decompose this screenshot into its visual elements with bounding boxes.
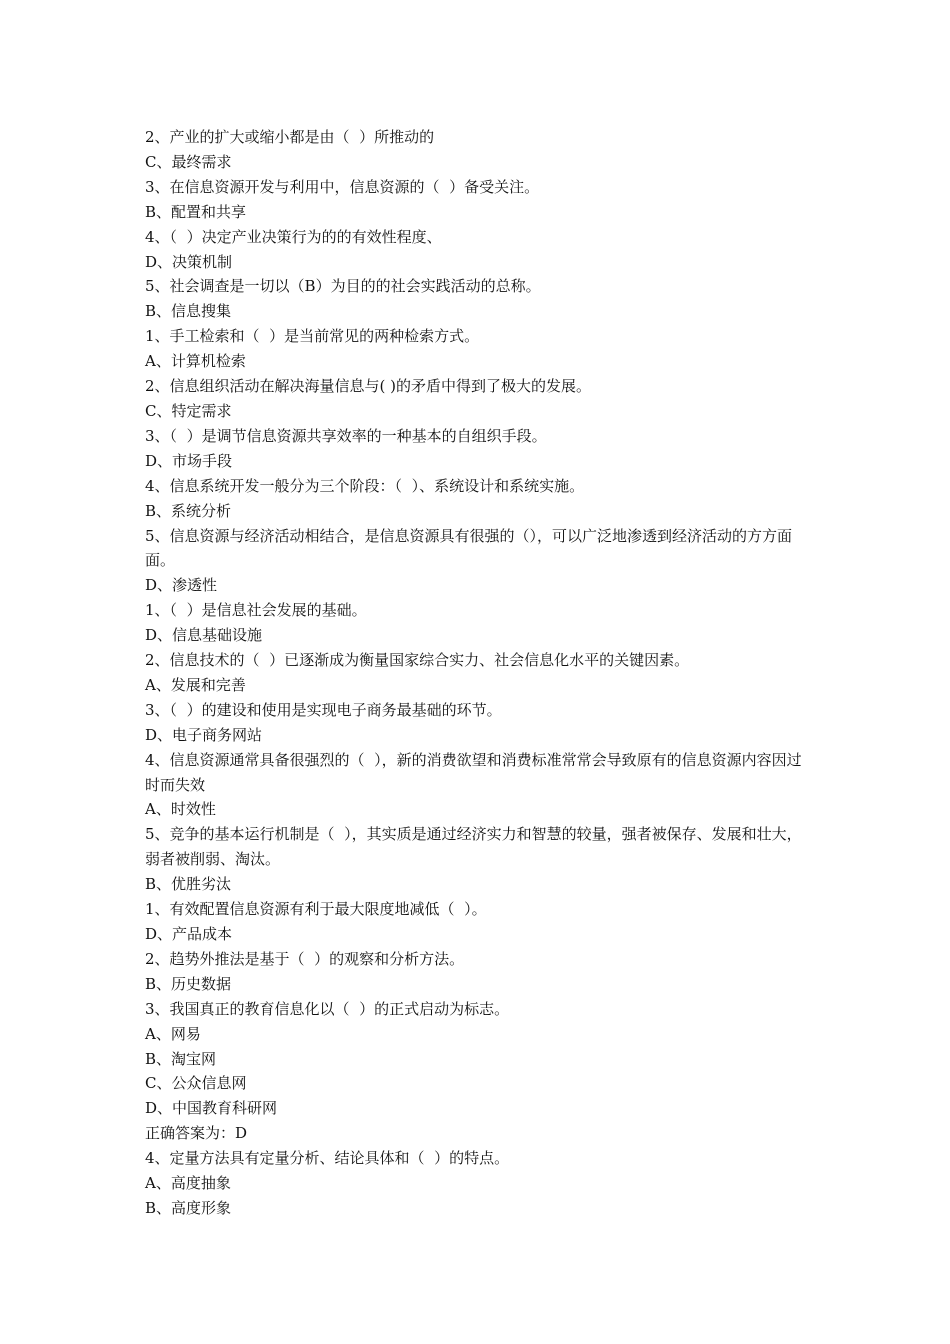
answer-option: B、历史数据 <box>145 974 232 993</box>
answer-option: D、电子商务网站 <box>145 725 263 744</box>
answer-option: C、公众信息网 <box>145 1074 247 1093</box>
answer-option: A、时效性 <box>145 800 216 819</box>
question-text: 1、（ ）是信息社会发展的基础。 <box>145 601 367 620</box>
document-page <box>145 125 810 1221</box>
answer-option: B、淘宝网 <box>145 1049 217 1068</box>
question-text: 3、在信息资源开发与利用中，信息资源的（ ）备受关注。 <box>145 177 540 196</box>
question-text: 2、趋势外推法是基于（ ）的观察和分析方法。 <box>145 949 465 968</box>
answer-option: B、优胜劣汰 <box>145 875 232 894</box>
answer-option: B、系统分析 <box>145 501 232 520</box>
answer-option: A、计算机检索 <box>145 352 246 371</box>
answer-option: C、特定需求 <box>145 401 232 420</box>
question-text: 4、定量方法具有定量分析、结论具体和（ ）的特点。 <box>145 1149 510 1168</box>
answer-option: D、中国教育科研网 <box>145 1099 278 1118</box>
answer-option: A、高度抽象 <box>145 1174 231 1193</box>
question-text: 1、有效配置信息资源有利于最大限度地减低（ ）。 <box>145 900 487 919</box>
question-text: 5、信息资源与经济活动相结合，是信息资源具有很强的（），可以广泛地渗透到经济活动的方方面面。 <box>145 526 793 570</box>
answer-option: D、决策机制 <box>145 252 233 271</box>
question-text: 3、（ ）是调节信息资源共享效率的一种基本的自组织手段。 <box>145 426 547 445</box>
question-text: 4、信息系统开发一般分为三个阶段：（ ）、系统设计和系统实施。 <box>145 476 585 495</box>
question-text: 3、我国真正的教育信息化以（ ）的正式启动为标志。 <box>145 999 510 1018</box>
question-text: 2、产业的扩大或缩小都是由（ ）所推动的 <box>145 128 435 146</box>
question-text: 1、手工检索和（ ）是当前常见的两种检索方式。 <box>145 327 480 346</box>
question-text: 5、竞争的基本运行机制是（ ），其实质是通过经济实力和智慧的较量，强者被保存、发展和壮大，弱者被削弱、淘汰。 <box>145 825 802 869</box>
answer-option: D、产品成本 <box>145 925 233 943</box>
answer-option: B、信息搜集 <box>145 302 232 321</box>
question-text: 4、信息资源通常具备很强烈的（ ），新的消费欲望和消费标准常常会导致原有的信息资源内容因过时而失效 <box>145 750 802 794</box>
question-text: 5、社会调查是一切以（B）为目的的社会实践活动的总称。 <box>145 277 541 296</box>
answer-option: A、发展和完善 <box>145 675 246 694</box>
question-text: 3、（ ）的建设和使用是实现电子商务最基础的环节。 <box>145 700 502 719</box>
answer-option: D、市场手段 <box>145 451 233 470</box>
answer-option: A、网易 <box>145 1024 201 1043</box>
answer-option: C、最终需求 <box>145 152 232 171</box>
question-text: 2、信息技术的（ ）已逐渐成为衡量国家综合实力、社会信息化水平的关键因素。 <box>145 651 690 670</box>
answer-option: B、高度形象 <box>145 1198 232 1217</box>
question-text: 2、信息组织活动在解决海量信息与( )的矛盾中得到了极大的发展。 <box>145 377 592 396</box>
question-text: 4、（ ）决定产业决策行为的的有效性程度、 <box>145 227 442 246</box>
answer-option: D、信息基础设施 <box>145 626 263 645</box>
answer-option: B、配置和共享 <box>145 202 247 221</box>
answer-option: D、渗透性 <box>145 576 218 595</box>
answer-option: 正确答案为：D <box>145 1124 248 1143</box>
